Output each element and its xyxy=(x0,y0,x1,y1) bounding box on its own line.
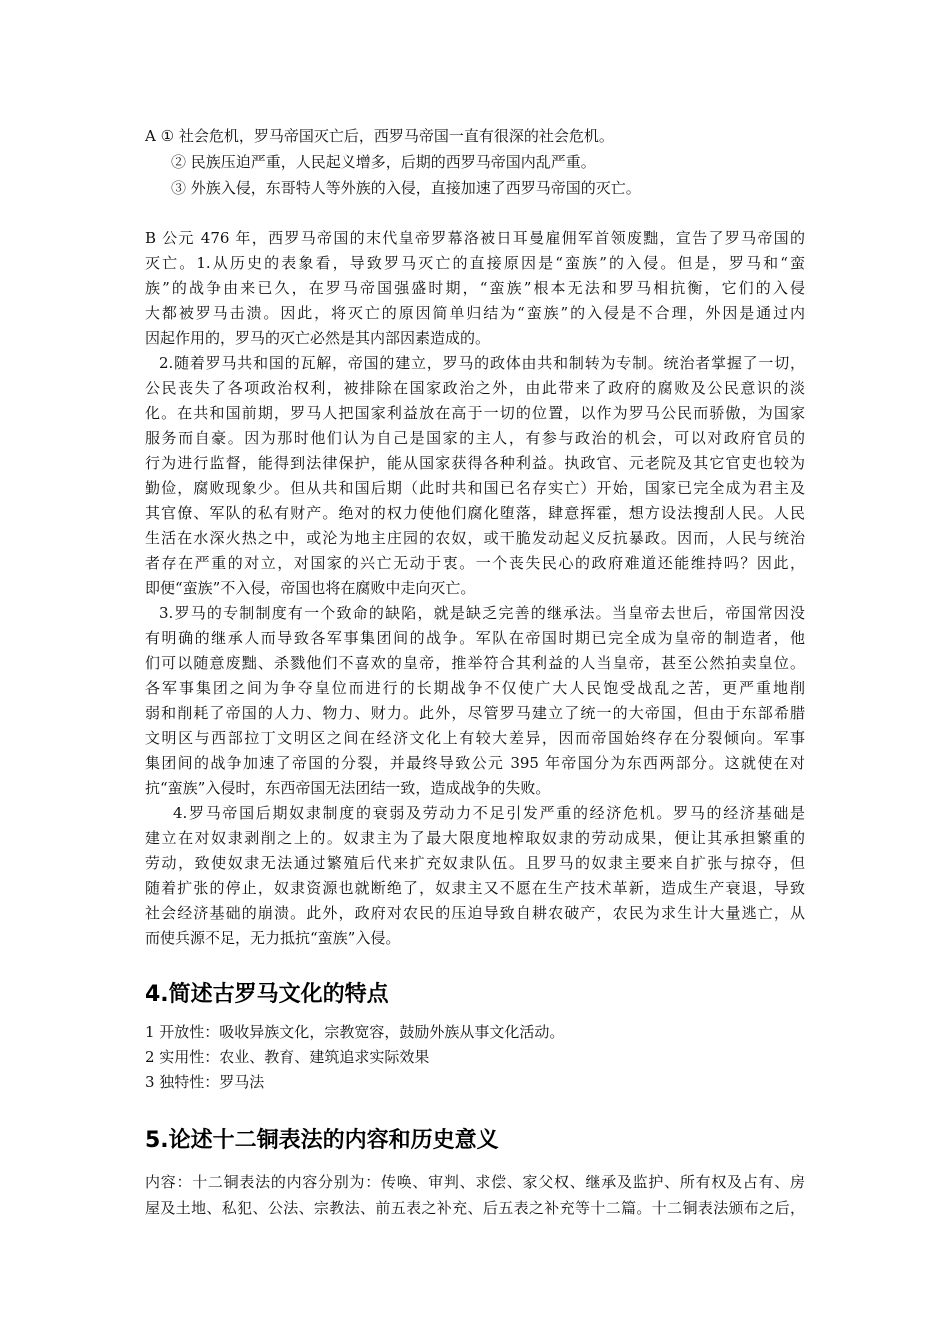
section-b-line-14: 者存在严重的对立，对国家的兴亡无动于衷。一个丧失民心的政府难道还能维持吗？因此， xyxy=(145,554,805,572)
section-b-line-5: 因起作用的，罗马的灭亡必然是其内部因素造成的。 xyxy=(145,329,491,347)
section-a-item-3: ③ 外族入侵，东哥特人等外族的入侵，直接加速了西罗马帝国的灭亡。 xyxy=(171,179,641,197)
section-5-line-1: 内容：十二铜表法的内容分别为：传唤、审判、求偿、家父权、继承及监护、所有权及占有、房 xyxy=(145,1173,805,1191)
section-4-item-1: 1 开放性：吸收异族文化，宗教宽容，鼓励外族从事文化活动。 xyxy=(145,1023,565,1041)
section-b-line-21: 文明区与西部拉丁文明区之间在经济文化上有较大差异，因而帝国始终存在分裂倾向。军事 xyxy=(145,729,805,747)
section-b-line-26: 劳动，致使奴隶无法通过繁殖后代来扩充奴隶队伍。且罗马的奴隶主要来自扩张与掠夺，但 xyxy=(145,854,805,872)
section-5-line-2: 屋及土地、私犯、公法、宗教法、前五表之补充、后五表之补充等十二篇。十二铜表法颁布之后， xyxy=(145,1199,805,1217)
section-b-line-28: 社会经济基础的崩溃。此外，政府对农民的压迫导致自耕农破产，农民为求生计大量逃亡，从 xyxy=(145,904,805,922)
section-b-line-2: 灭亡。1.从历史的表象看，导致罗马灭亡的直接原因是“蛮族”的入侵。但是，罗马和“蛮 xyxy=(145,254,805,272)
section-b-line-16: 3.罗马的专制制度有一个致命的缺陷，就是缺乏完善的继承法。当皇帝去世后，帝国常因没 xyxy=(159,604,805,622)
section-4-heading: 4.简述古罗马文化的特点 xyxy=(145,982,389,1007)
section-b-line-4: 大都被罗马击溃。因此，将灭亡的原因简单归结为“蛮族”的入侵是不合理，外因是通过内 xyxy=(145,304,805,322)
section-5-heading: 5.论述十二铜表法的内容和历史意义 xyxy=(145,1128,499,1153)
section-b-line-23: 抗“蛮族”入侵时，东西帝国无法团结一致，造成战争的失败。 xyxy=(145,779,551,797)
section-b-line-17: 有明确的继承人而导致各军事集团间的战争。军队在帝国时期已完全成为皇帝的制造者，他 xyxy=(145,629,805,647)
section-b-line-12: 其官僚、军队的私有财产。绝对的权力使他们腐化堕落，肆意挥霍，想方设法搜刮人民。人民 xyxy=(145,504,805,522)
section-b-line-29: 而使兵源不足，无力抵抗“蛮族”入侵。 xyxy=(145,929,401,947)
section-b-line-9: 服务而自豪。因为那时他们认为自己是国家的主人，有参与政治的机会，可以对政府官员的 xyxy=(145,429,805,447)
section-b-line-27: 随着扩张的停止，奴隶资源也就断绝了，奴隶主又不愿在生产技术革新，造成生产衰退，导致 xyxy=(145,879,805,897)
section-b-line-18: 们可以随意废黜、杀戮他们不喜欢的皇帝，推举符合其利益的人当皇帝，甚至公然拍卖皇位。 xyxy=(145,654,805,672)
section-a-item-1: A ① 社会危机，罗马帝国灭亡后，西罗马帝国一直有很深的社会危机。 xyxy=(145,127,614,145)
section-b-line-10: 行为进行监督，能得到法律保护，能从国家获得各种利益。执政官、元老院及其它官吏也较为 xyxy=(145,454,805,472)
section-b-line-6: 2.随着罗马共和国的瓦解，帝国的建立，罗马的政体由共和制转为专制。统治者掌握了一切， xyxy=(159,354,805,372)
section-b-line-22: 集团间的战争加速了帝国的分裂，并最终导致公元 395 年帝国分为东西两部分。这就使在对 xyxy=(145,754,805,772)
section-4-item-2: 2 实用性：农业、教育、建筑追求实际效果 xyxy=(145,1048,430,1066)
section-b-line-15: 即便“蛮族”不入侵，帝国也将在腐败中走向灭亡。 xyxy=(145,579,476,597)
section-b-line-11: 勤俭，腐败现象少。但从共和国后期（此时共和国已名存实亡）开始，国家已完全成为君主及 xyxy=(145,479,805,497)
section-b-line-7: 公民丧失了各项政治权利，被排除在国家政治之外，由此带来了政府的腐败及公民意识的淡 xyxy=(145,379,805,397)
section-a-item-2: ② 民族压迫严重，人民起义增多，后期的西罗马帝国内乱严重。 xyxy=(171,153,596,171)
section-b-line-13: 生活在水深火热之中，或沦为地主庄园的农奴，或干脆发动起义反抗暴政。因而，人民与统治 xyxy=(145,529,805,547)
section-b-line-1: B 公元 476 年，西罗马帝国的末代皇帝罗幕洛被日耳曼雇佣军首领废黜，宣告了罗马帝国的 xyxy=(145,229,805,247)
section-b-line-8: 化。在共和国前期，罗马人把国家利益放在高于一切的位置，以作为罗马公民而骄傲，为国家 xyxy=(145,404,805,422)
section-b-line-24: 4.罗马帝国后期奴隶制度的衰弱及劳动力不足引发严重的经济危机。罗马的经济基础是 xyxy=(173,804,805,822)
section-b-line-3: 族”的战争由来已久，在罗马帝国强盛时期，“蛮族”根本无法和罗马相抗衡，它们的入侵 xyxy=(145,279,805,297)
section-4-item-3: 3 独特性：罗马法 xyxy=(145,1073,265,1091)
section-b-line-19: 各军事集团之间为争夺皇位而进行的长期战争不仅使广大人民饱受战乱之苦，更严重地削 xyxy=(145,679,805,697)
section-b-line-20: 弱和削耗了帝国的人力、物力、财力。此外，尽管罗马建立了统一的大帝国，但由于东部希腊 xyxy=(145,704,805,722)
section-b-line-25: 建立在对奴隶剥削之上的。奴隶主为了最大限度地榨取奴隶的劳动成果，便让其承担繁重的 xyxy=(145,829,805,847)
